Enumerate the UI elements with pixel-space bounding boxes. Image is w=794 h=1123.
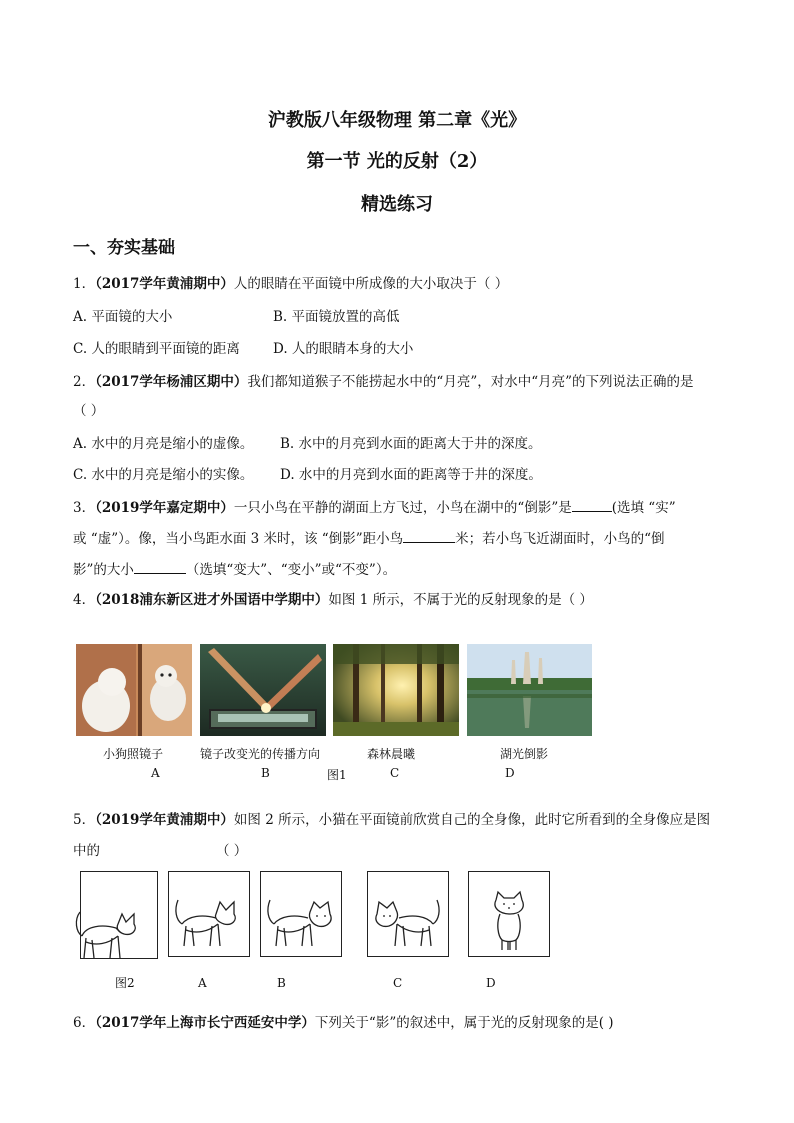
option-letter: D: [486, 976, 496, 990]
option-b: B. 水中的月亮到水面的距离大于井的深度。: [280, 436, 542, 452]
question-5-line-2: [73, 839, 100, 859]
option-a: A. 水中的月亮是缩小的虚像。: [73, 436, 254, 452]
option-d: D. 人的眼睛本身的大小: [273, 341, 414, 357]
photo-caption: 小狗照镜子: [103, 747, 164, 761]
question-text: 我们都知道猴子不能捞起水中的“月亮”，对水中“月亮”的下列说法正确的是: [247, 374, 694, 390]
question-text: 如图 1 所示，不属于光的反射现象的是（ ）: [328, 592, 593, 608]
fill-blank: [572, 499, 612, 512]
question-text: (选填 “实”: [611, 500, 676, 516]
option-c: C. 水中的月亮是缩小的实像。: [73, 467, 254, 483]
photo-lake-reflection: [467, 644, 592, 736]
option-letter: C: [390, 766, 400, 780]
question-text: 人的眼睛在平面镜中所成像的大小取决于（ ）: [233, 276, 509, 292]
figure-label: 图2: [115, 976, 135, 990]
page-title: 沪教版八年级物理 第二章《光》: [267, 110, 527, 131]
photo-dog-mirror: [76, 644, 192, 736]
cat-image-b: [262, 892, 338, 950]
cat-figure: [72, 902, 148, 962]
question-4: [73, 588, 593, 608]
subtitle: 精选练习: [361, 194, 433, 215]
option-letter: A: [151, 766, 160, 780]
option-d: D. 水中的月亮到水面的距离等于井的深度。: [280, 467, 542, 483]
cat-image-c: [369, 892, 445, 950]
cat-image-a: [172, 892, 244, 950]
answer-bracket: （ ）: [216, 843, 248, 859]
question-3-line-3: [73, 558, 396, 578]
photo-caption: 森林晨曦: [367, 747, 416, 761]
question-source: （2017学年上海市长宁西延安中学）: [95, 1015, 315, 1031]
question-5: [73, 808, 710, 828]
question-number: 5．: [73, 812, 96, 828]
photo-forest-sunrise: [333, 644, 459, 736]
option-letter: A: [198, 976, 207, 990]
photo-caption: 镜子改变光的传播方向: [200, 747, 321, 761]
question-text: 如图 2 所示，小猫在平面镜前欣赏自己的全身像，此时它所看到的全身像应是图: [233, 812, 711, 828]
question-source: （2017学年杨浦区期中）: [95, 374, 248, 390]
question-text: 一只小鸟在平静的湖面上方飞过，小鸟在湖中的“倒影”是: [233, 500, 572, 516]
option-b: B. 平面镜放置的高低: [273, 309, 400, 325]
option-a: A. 平面镜的大小: [73, 309, 173, 325]
question-text: 影”的大小: [73, 562, 134, 578]
cat-image-d: [488, 890, 530, 952]
photo-mirror-light: [200, 644, 326, 736]
question-text: 米；若小鸟飞近湖面时，小鸟的“倒: [455, 531, 665, 547]
question-source: （2017学年黄浦期中）: [95, 276, 234, 292]
question-1: [73, 272, 508, 292]
question-text: 或 “虚”）。像，当小鸟距水面 3 米时，该 “倒影”距小鸟: [73, 531, 404, 547]
photo-caption: 湖光倒影: [500, 747, 549, 761]
question-3-line-2: [73, 527, 665, 547]
question-number: 1．: [73, 276, 96, 292]
question-source: （2019学年嘉定期中）: [95, 500, 234, 516]
fill-blank: [134, 561, 186, 574]
question-text: （选填“变大”、“变小”或“不变”）。: [185, 562, 397, 578]
option-letter: B: [261, 766, 270, 780]
answer-bracket: （ ）: [73, 403, 105, 419]
fill-blank: [403, 530, 455, 543]
question-number: 3．: [73, 500, 96, 516]
option-c: C. 人的眼睛到平面镜的距离: [73, 341, 240, 357]
question-number: 6．: [73, 1015, 96, 1031]
question-text: 下列关于“影”的叙述中，属于光的反射现象的是( ): [314, 1015, 614, 1031]
section-title: 第一节 光的反射（2）: [306, 151, 488, 172]
question-source: （2018浦东新区进才外国语中学期中）: [95, 592, 329, 608]
question-text: 中的: [73, 843, 100, 859]
question-3: [73, 496, 676, 516]
figure-label: 图1: [327, 768, 347, 782]
question-source: （2019学年黄浦期中）: [95, 812, 234, 828]
question-2: [73, 370, 694, 390]
option-letter: C: [393, 976, 403, 990]
question-number: 2．: [73, 374, 96, 390]
option-letter: B: [277, 976, 286, 990]
option-letter: D: [505, 766, 515, 780]
part-heading: 一、夯实基础: [73, 238, 175, 258]
question-6: [73, 1011, 614, 1031]
question-number: 4．: [73, 592, 96, 608]
